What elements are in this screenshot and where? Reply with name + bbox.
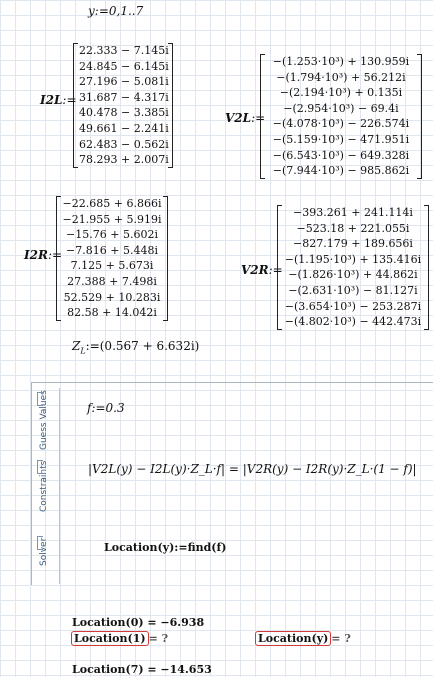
matrix-element: −22.685 + 6.866i [62,197,162,210]
matrix-element: 49.661 − 2.241i [79,121,169,135]
range-definition[interactable]: y:=0,1..7 [88,4,144,18]
constraints-band-label: Constraints [39,460,49,512]
matrix-element: −(4.802·10³) − 442.473i [284,315,422,329]
location-y-result[interactable]: Location(y) = ? [255,632,351,645]
v2l-label: V2L:= [225,111,266,125]
solver-band [31,532,60,584]
matrix-element: −827.179 + 189.656i [293,237,413,251]
guess-values-band-label: Guess Values [39,390,49,450]
i2r-matrix[interactable] [62,196,162,321]
location-0-result[interactable]: Location(0) = −6.938 [72,616,205,629]
guess-value-f[interactable]: f:=0.3 [87,401,125,415]
matrix-element: 7.125 + 5.673i [70,259,154,273]
location-y-error[interactable]: Location(y) [255,631,331,646]
matrix-element: −(2.194·10³) + 0.135i [279,86,403,100]
i2l-label: I2L:= [40,93,77,107]
constraint-equation[interactable]: |V2L(y) − I2L(y)·Z_L·f| = |V2R(y) − I2R(y)·Z_L·(1 − f)| [88,462,417,476]
location-1-result[interactable]: Location(1) = ? [71,632,168,645]
matrix-element: −(1.826·10³) + 44.862i [288,268,418,282]
matrix-element: −7.816 + 5.448i [66,243,158,257]
i2r-label: I2R:= [24,248,63,262]
matrix-element: −(2.954·10³) − 69.4i [283,101,399,115]
matrix-element: 31.687 − 4.317i [79,90,169,104]
matrix-element: −(6.543·10³) − 649.328i [272,148,410,162]
band-marker-icon [37,536,43,550]
matrix-element: −393.261 + 241.114i [293,206,413,219]
matrix-element: −(1.195·10³) + 135.416i [284,252,422,266]
zl-definition[interactable]: $Z_L:=(0.567 + 6.632i)$ [72,339,200,356]
matrix-element: −(4.078·10³) − 226.574i [272,117,410,131]
guess-values-band [31,388,60,456]
matrix-element: 62.483 − 0.562i [79,137,169,151]
location-7-result[interactable]: Location(7) = −14.653 [72,663,212,676]
matrix-element: 24.845 − 6.145i [79,59,169,73]
constraints-band [31,456,60,532]
matrix-element: 40.478 − 3.385i [79,106,169,120]
matrix-element: −(2.631·10³) − 81.127i [288,283,418,297]
matrix-element: 52.529 + 10.283i [63,290,161,304]
matrix-element: −15.76 + 5.602i [66,228,158,242]
v2r-matrix[interactable] [283,205,423,330]
matrix-element: −(1.794·10³) + 56.212i [276,70,406,84]
v2l-matrix[interactable] [266,54,416,179]
solver-find-definition[interactable]: Location(y):=find(f) [104,541,227,554]
matrix-element: 82.58 + 14.042i [67,306,157,320]
band-marker-icon [37,392,43,406]
matrix-element: −(3.654·10³) − 253.287i [284,299,422,313]
matrix-element: 22.333 − 7.145i [79,44,169,57]
matrix-element: 27.388 + 7.498i [67,274,157,288]
location-1-error[interactable]: Location(1) [71,631,149,646]
matrix-element: −(1.253·10³) + 130.959i [272,55,410,68]
matrix-element: −(7.944·10³) − 985.862i [272,164,410,178]
matrix-element: 27.196 − 5.081i [79,75,169,89]
matrix-element: −523.18 + 221.055i [296,221,410,235]
band-marker-icon [37,460,43,474]
solver-band-label: Solver [39,537,49,566]
v2r-label: V2R:= [241,263,283,277]
i2l-matrix[interactable] [79,43,167,168]
matrix-element: −21.955 + 5.919i [62,212,162,226]
matrix-element: 78.293 + 2.007i [79,153,169,167]
matrix-element: −(5.159·10³) − 471.951i [272,132,410,146]
